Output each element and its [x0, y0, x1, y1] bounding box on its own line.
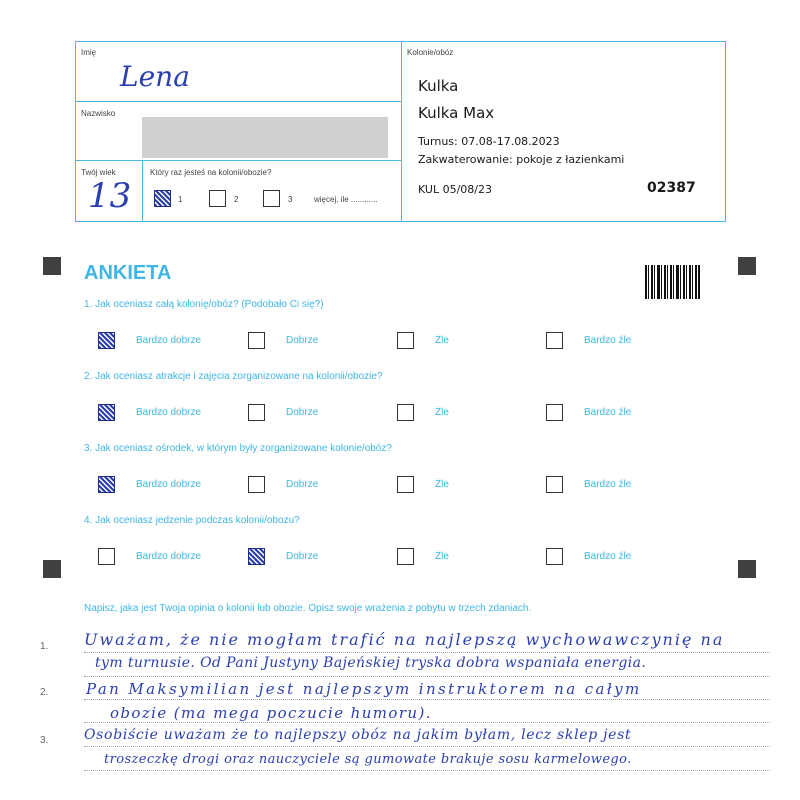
barcode	[645, 265, 700, 299]
question-2-checkbox-4[interactable]	[546, 404, 563, 421]
answer-line-1	[84, 652, 770, 653]
imie-label: Imię	[81, 48, 97, 57]
question-4-option-label-2: Dobrze	[286, 551, 319, 562]
question-3-option-label-1: Bardzo dobrze	[136, 479, 202, 490]
wiek-label: Twój wiek	[81, 168, 116, 177]
survey-title: ANKIETA	[84, 262, 172, 284]
question-2-checkbox-1[interactable]	[98, 404, 115, 421]
question-3-checkbox-3[interactable]	[397, 476, 414, 493]
handwritten-line-2: tym turnusie. Od Pani Justyny Bajeńskiej tryska dobra wspaniała energia.	[95, 655, 647, 671]
question-2-checkbox-2[interactable]	[248, 404, 265, 421]
answer-line-4	[84, 722, 770, 723]
question-2-option-label-1: Bardzo dobrze	[136, 407, 202, 418]
opinion-prompt: Napisz, jaka jest Twoja opinia o kolonii lub obozie. Opisz swoje wrażenia z pobytu w trzech zdaniach.	[84, 603, 532, 614]
line-number-1: 1.	[40, 641, 49, 652]
handwritten-line-3: Pan Maksymilian jest najlepszym instruktorem na całym	[86, 680, 642, 698]
kolonie-label: Kolonie/obóz	[407, 48, 454, 57]
question-1-text: 1. Jak oceniasz całą kolonię/obóz? (Podobało Ci się?)	[84, 299, 324, 310]
question-4-checkbox-1[interactable]	[98, 548, 115, 565]
ktory-raz-option-2: 2	[234, 195, 239, 204]
handwritten-line-4: obozie (ma mega poczucie humoru).	[110, 704, 432, 722]
header-divider-nazwisko	[75, 160, 402, 161]
corner-marker-bottom-right	[738, 560, 756, 578]
question-4-option-label-4: Bardzo źle	[584, 551, 632, 562]
form-number: 02387	[647, 180, 696, 196]
answer-line-2	[84, 676, 770, 677]
question-2-checkbox-3[interactable]	[397, 404, 414, 421]
handwritten-line-1: Uważam, że nie mogłam trafić na najlepszą wychowawczynię na	[84, 630, 725, 649]
answer-line-3	[84, 699, 770, 700]
wiek-value: 13	[88, 176, 132, 216]
question-3-checkbox-2[interactable]	[248, 476, 265, 493]
question-1-option-label-1: Bardzo dobrze	[136, 335, 202, 346]
corner-marker-top-left	[43, 257, 61, 275]
question-3-checkbox-4[interactable]	[546, 476, 563, 493]
handwritten-line-6: troszeczkę drogi oraz nauczyciele są gumowate brakuje sosu karmelowego.	[104, 752, 632, 767]
ktory-raz-option-3: 3	[288, 195, 293, 204]
line-number-2: 2.	[40, 687, 49, 698]
answer-line-6	[84, 770, 770, 771]
ktory-raz-more: więcej, ile ............	[314, 195, 378, 204]
question-1-option-label-4: Bardzo źle	[584, 335, 632, 346]
header-divider-wiek	[142, 160, 143, 222]
question-3-checkbox-1[interactable]	[98, 476, 115, 493]
imie-value: Lena	[120, 60, 190, 93]
turnus-label: Turnus:	[418, 135, 458, 148]
question-1-checkbox-3[interactable]	[397, 332, 414, 349]
question-1-checkbox-4[interactable]	[546, 332, 563, 349]
question-1-checkbox-1[interactable]	[98, 332, 115, 349]
question-4-checkbox-2[interactable]	[248, 548, 265, 565]
handwritten-line-5: Osobiście uważam że to najlepszy obóz na jakim byłam, lecz sklep jest	[84, 727, 632, 743]
header-divider-imie	[75, 101, 402, 102]
nazwisko-label: Nazwisko	[81, 109, 116, 118]
question-3-option-label-4: Bardzo źle	[584, 479, 632, 490]
question-3-option-label-2: Dobrze	[286, 479, 319, 490]
ktory-raz-option-1: 1	[178, 195, 183, 204]
question-4-checkbox-4[interactable]	[546, 548, 563, 565]
question-2-option-label-3: Źle	[435, 407, 449, 418]
line-number-3: 3.	[40, 735, 49, 746]
kolonie-name-2: Kulka Max	[418, 104, 495, 122]
corner-marker-top-right	[738, 257, 756, 275]
question-4-option-label-1: Bardzo dobrze	[136, 551, 202, 562]
ktory-raz-checkbox-1[interactable]	[154, 190, 171, 207]
turnus-value: 07.08-17.08.2023	[461, 135, 560, 148]
question-3-option-label-3: Źle	[435, 479, 449, 490]
question-4-option-label-3: Źle	[435, 551, 449, 562]
zakwaterowanie-label: Zakwaterowanie:	[418, 153, 513, 166]
turnus-row	[418, 135, 560, 148]
corner-marker-bottom-left	[43, 560, 61, 578]
question-4-checkbox-3[interactable]	[397, 548, 414, 565]
question-1-option-label-3: Źle	[435, 335, 449, 346]
question-1-checkbox-2[interactable]	[248, 332, 265, 349]
kolonie-name: Kulka	[418, 77, 459, 95]
redacted-surname	[142, 117, 388, 158]
answer-line-5	[84, 746, 770, 747]
question-2-option-label-4: Bardzo źle	[584, 407, 632, 418]
zakwaterowanie-value: pokoje z łazienkami	[516, 153, 625, 166]
question-1-option-label-2: Dobrze	[286, 335, 319, 346]
question-3-text: 3. Jak oceniasz ośrodek, w którym były zorganizowane kolonie/obóz?	[84, 443, 392, 454]
ktory-raz-label: Który raz jesteś na kolonii/obozie?	[150, 168, 272, 177]
header-divider-vertical	[401, 41, 402, 222]
question-2-text: 2. Jak oceniasz atrakcje i zajęcia zorganizowane na kolonii/obozie?	[84, 371, 383, 382]
ktory-raz-checkbox-3[interactable]	[263, 190, 280, 207]
zakwaterowanie-row	[418, 153, 624, 166]
question-4-text: 4. Jak oceniasz jedzenie podczas kolonii/obozu?	[84, 515, 300, 526]
ktory-raz-checkbox-2[interactable]	[209, 190, 226, 207]
form-code: KUL 05/08/23	[418, 183, 492, 196]
question-2-option-label-2: Dobrze	[286, 407, 319, 418]
